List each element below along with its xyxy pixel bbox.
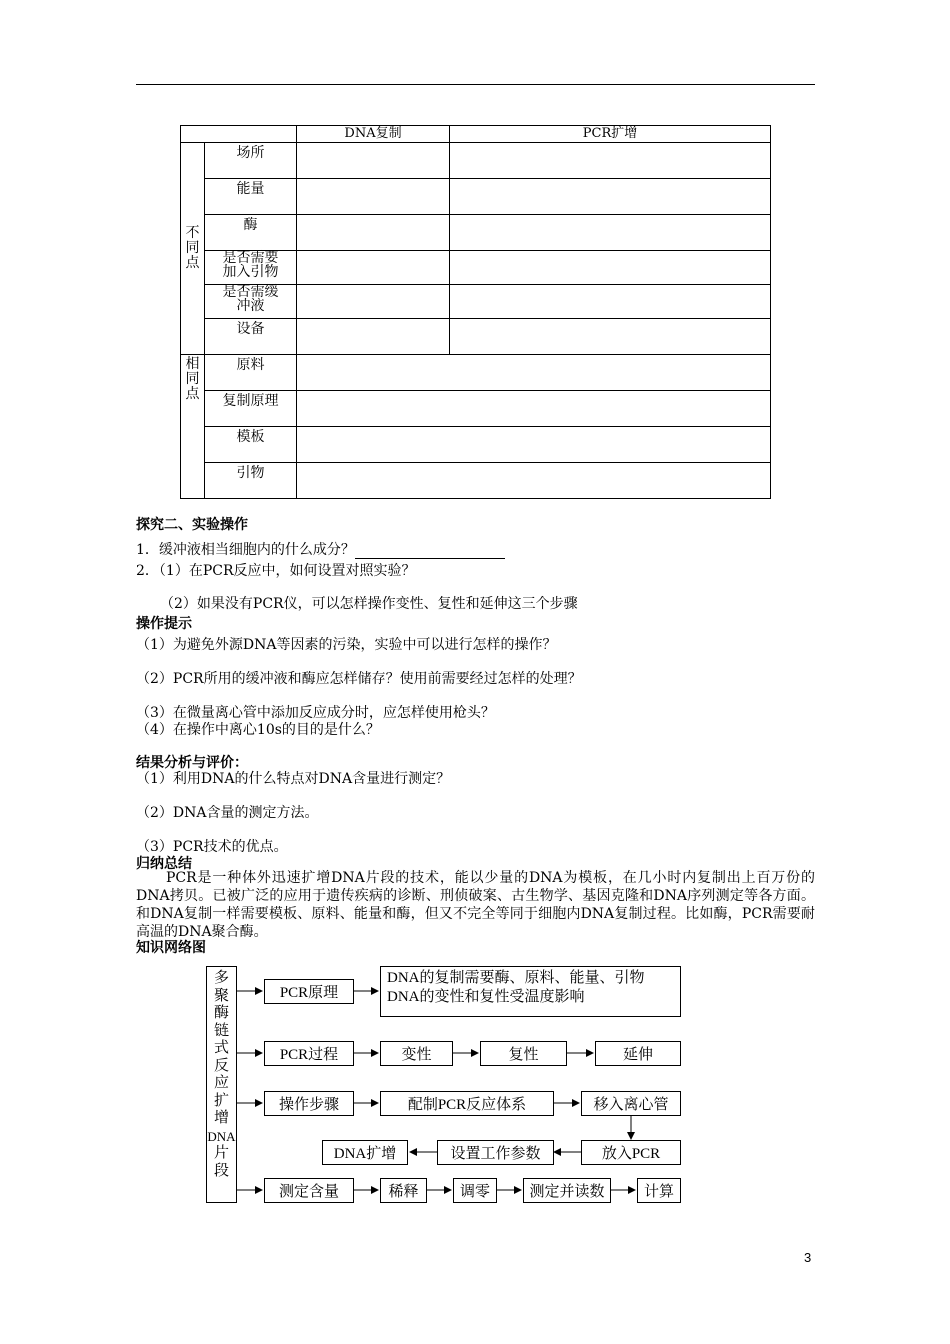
amplify-box: DNA扩增 xyxy=(322,1140,408,1165)
tip-1: （1）为避免外源DNA等因素的污染，实验中可以进行怎样的操作？ xyxy=(136,637,557,653)
row-label-enzyme: 酶 xyxy=(205,215,297,251)
analysis-1: （1）利用DNA的什么特点对DNA含量进行测定？ xyxy=(136,771,451,787)
row-label-template: 模板 xyxy=(205,427,297,463)
measure-box: 测定含量 xyxy=(264,1178,354,1203)
summary-text: PCR是一种体外迅速扩增DNA片段的技术，能以少量的DNA为模板，在几小时内复制出上百万份的DNA拷贝。已被广泛的应用于遗传疾病的诊断、刑侦破案、古生物学、基因克隆和DNA序列测定等各方面。和DNA复制一样需要模板、原料、能量和酶，但又不完全等同于细胞内DNA复制过程。比如酶，PCR需要耐高温的DNA聚合酶。 xyxy=(136,870,815,940)
group-same: 相 同 点 xyxy=(181,355,205,499)
process-box: PCR过程 xyxy=(264,1041,354,1066)
set-params-box: 设置工作参数 xyxy=(437,1140,554,1165)
tip-3: （3）在微量离心管中添加反应成分时，应怎样使用枪头？ xyxy=(136,705,495,721)
section2-title: 探究二、实验操作 xyxy=(136,517,248,533)
page-number: 3 xyxy=(804,1250,812,1265)
calc-box: 计算 xyxy=(637,1178,681,1203)
row-label-energy: 能量 xyxy=(205,179,297,215)
extend-box: 延伸 xyxy=(595,1041,681,1066)
row-label-principle: 复制原理 xyxy=(205,391,297,427)
row-label-primer-needed: 是否需要 加入引物 xyxy=(205,251,297,285)
row-label-primer: 引物 xyxy=(205,463,297,499)
steps-box: 操作步骤 xyxy=(264,1091,354,1116)
col-header-pcr: PCR扩增 xyxy=(450,126,771,143)
row-label-equipment: 设备 xyxy=(205,319,297,355)
analysis-2: （2）DNA含量的测定方法。 xyxy=(136,805,319,821)
tip-2: （2）PCR所用的缓冲液和酶应怎样储存？使用前需要经过怎样的处理？ xyxy=(136,671,582,687)
root-box: 多 聚 酶 链 式 反 应 扩 增 DNA 片 段 xyxy=(206,966,237,1203)
row-label-buffer-needed: 是否需缓 冲液 xyxy=(205,285,297,319)
dilute-box: 稀释 xyxy=(380,1178,427,1203)
renature-box: 复性 xyxy=(480,1041,567,1066)
group-diff: 不 同 点 xyxy=(181,143,205,355)
col-header-dna: DNA复制 xyxy=(297,126,450,143)
tips-title: 操作提示 xyxy=(136,616,192,632)
analysis-title: 结果分析与评价： xyxy=(136,755,248,771)
question-1: 1．缓冲液相当细胞内的什么成分？ xyxy=(136,539,505,559)
transfer-box: 移入离心管 xyxy=(581,1091,681,1116)
analysis-3: （3）PCR技术的优点。 xyxy=(136,839,288,855)
read-box: 测定并读数 xyxy=(523,1178,611,1203)
zero-box: 调零 xyxy=(453,1178,497,1203)
prepare-box: 配制PCR反应体系 xyxy=(380,1091,554,1116)
principle-detail-box: DNA的复制需要酶、原料、能量、引物 DNA的变性和复性受温度影响 xyxy=(380,966,681,1017)
row-label-material: 原料 xyxy=(205,355,297,391)
tip-4: （4）在操作中离心10s的目的是什么？ xyxy=(136,722,380,738)
denature-box: 变性 xyxy=(380,1041,453,1066)
summary-title: 归纳总结 xyxy=(136,856,192,872)
put-pcr-box: 放入PCR xyxy=(581,1140,681,1165)
principle-box: PCR原理 xyxy=(264,979,354,1004)
row-label-place: 场所 xyxy=(205,143,297,179)
question-2: 2．（1）在PCR反应中，如何设置对照实验？ xyxy=(136,563,416,579)
question-2b: （2）如果没有PCR仪，可以怎样操作变性、复性和延伸这三个步骤 xyxy=(160,596,578,612)
network-title: 知识网络图 xyxy=(136,940,206,956)
